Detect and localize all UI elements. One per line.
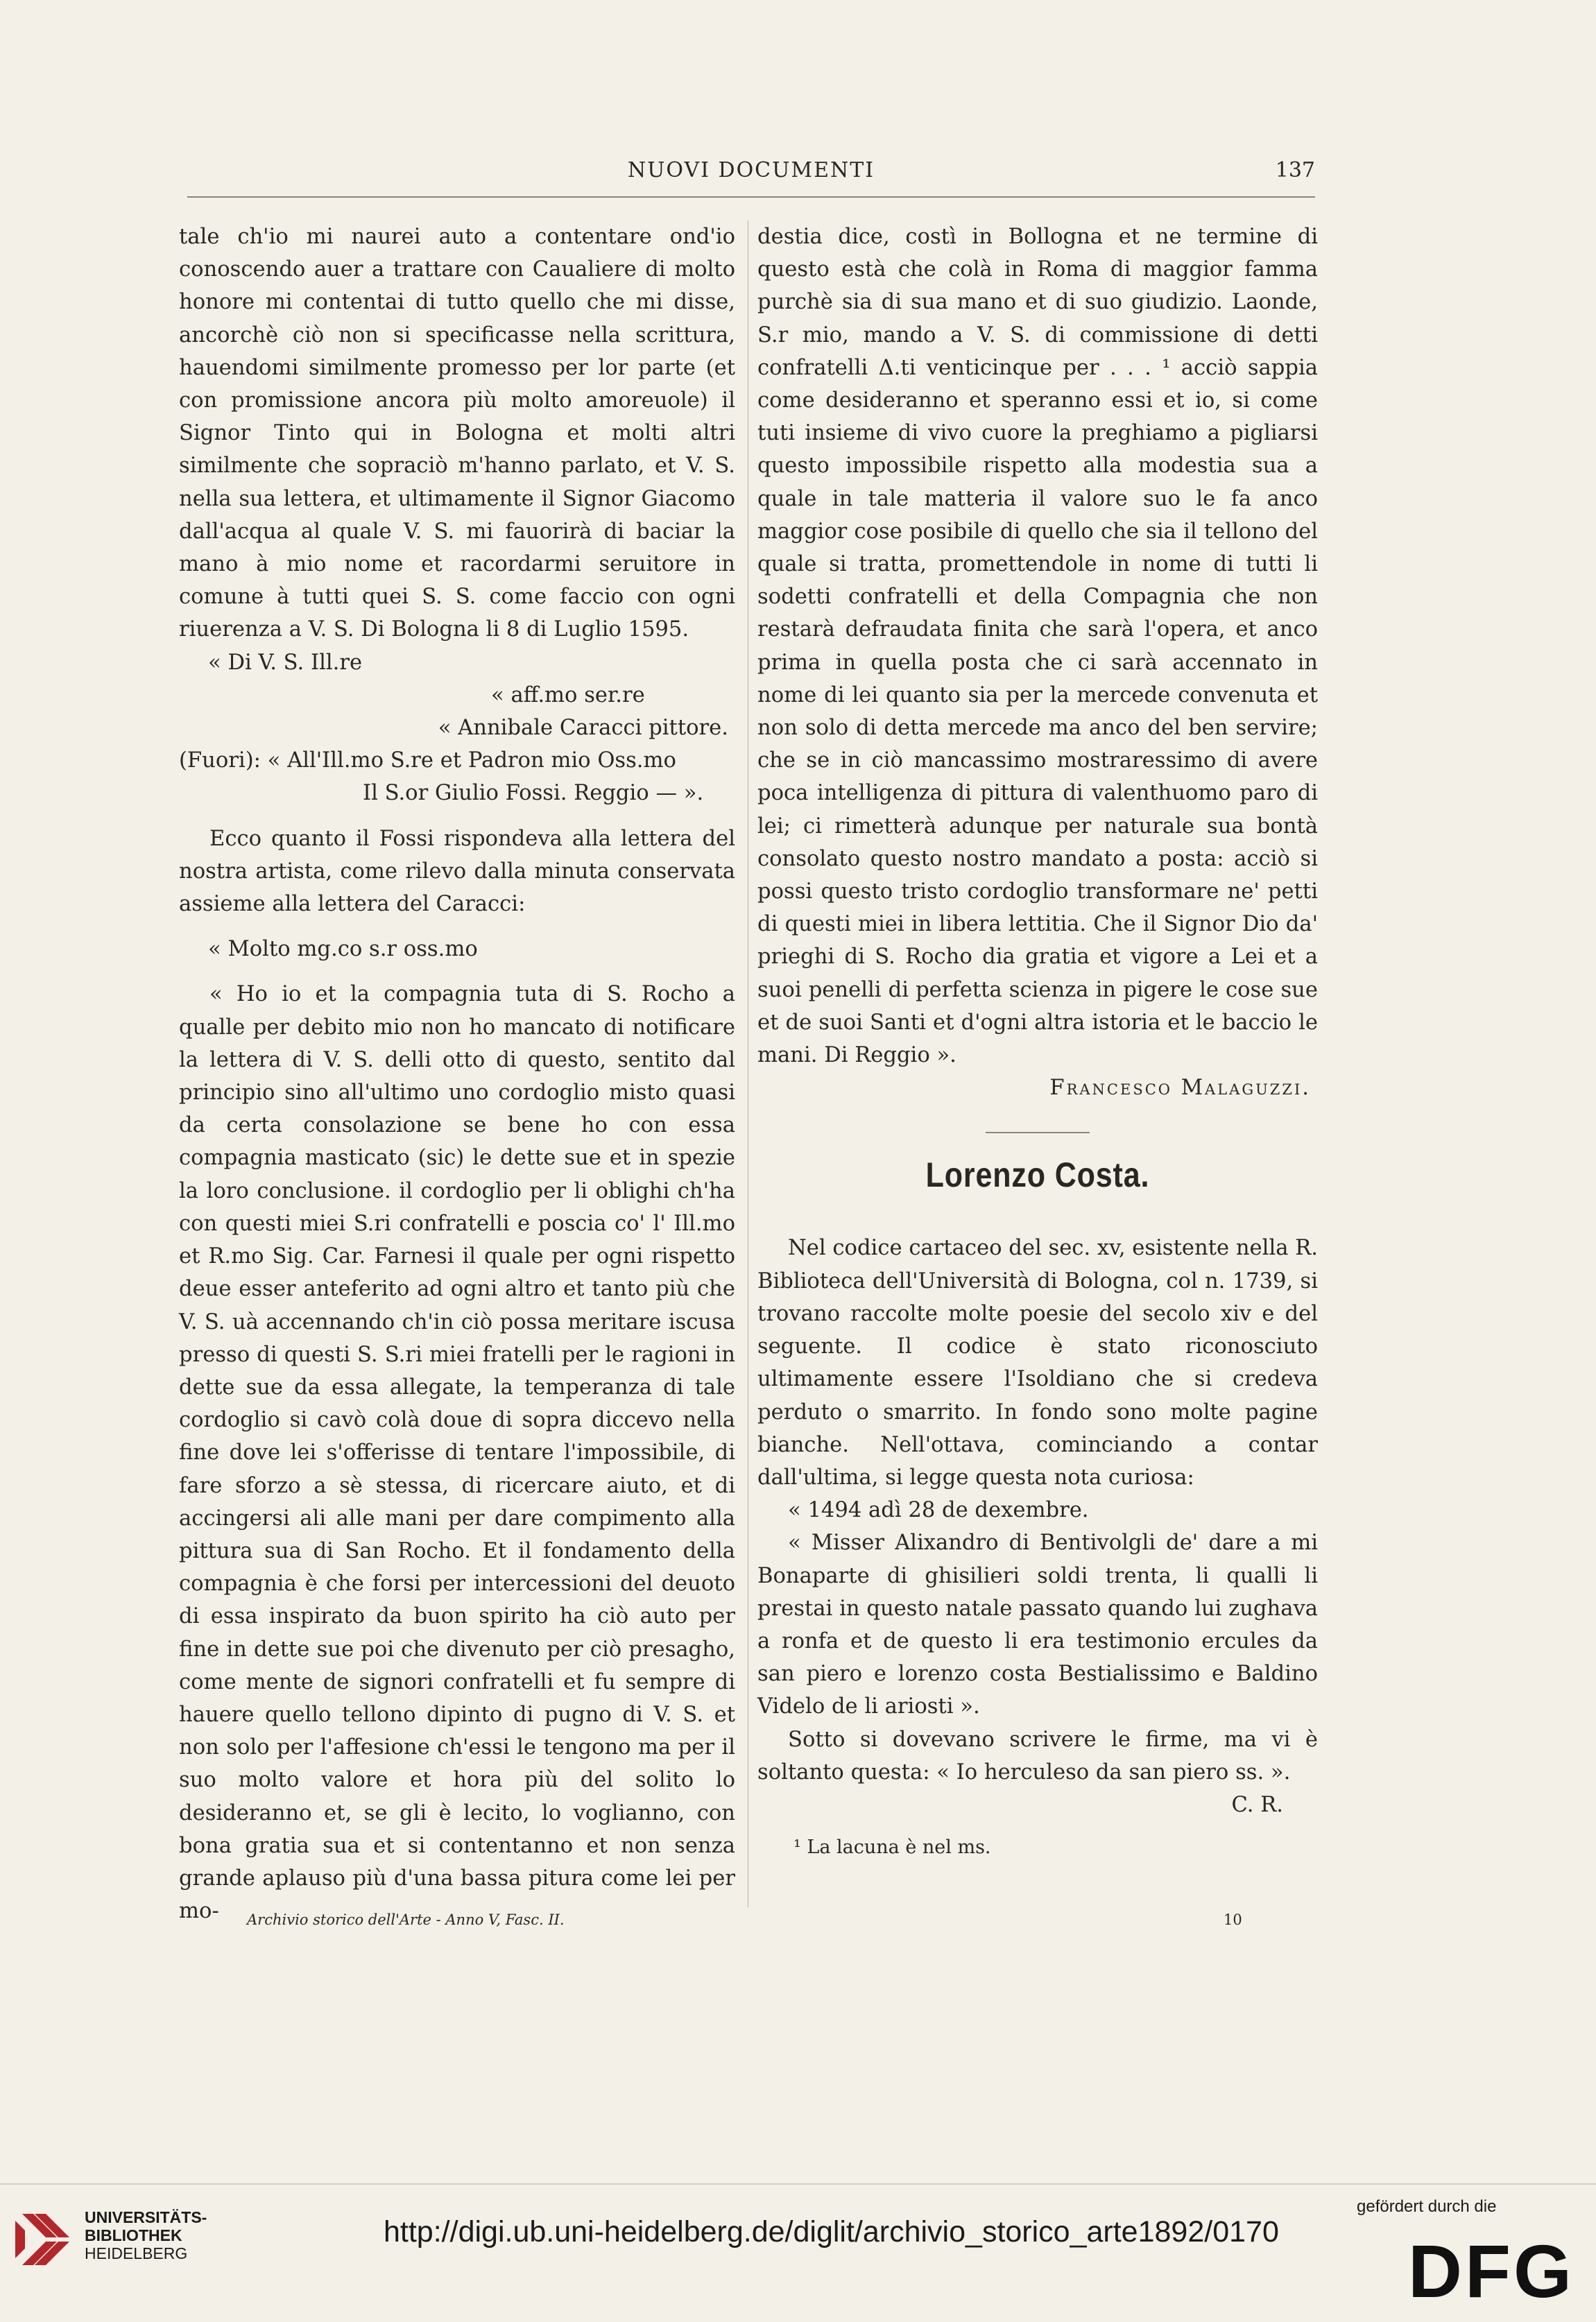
greeting: « Molto mg.co s.r oss.mo	[208, 937, 478, 962]
page-number: 137	[1275, 158, 1315, 182]
running-head	[187, 158, 1315, 193]
spacer	[179, 920, 735, 933]
letter-paragraph: tale ch'io mi naurei auto a contentare ond'io conoscendo auer a trattare con Caualiere di molto honore mi contentai di tutto quello che mi disse, ancorchè ciò non si specificasse nella scrittura, hauendomi similmente promesso per lor parte (et con promissione ancora più molto amoreuole) il Signor Tinto qui in Bologna et molti altri similmente che sopraciò m'hanno parlato, et V. S. nella sua lettera, et ultimamente il Signor Giacomo dall'acqua al quale V. S. mi fauorirà di baciar la mano à mio nome et racordarmi seruitore in comune à tutti quei S. S. come faccio con ogni riuerenza a V. S. Di Bologna li 8 di Luglio 1595.	[179, 225, 735, 642]
letter-signer: « Annibale Caracci pittore.	[438, 716, 728, 741]
body-paragraph: Sotto si dovevano scrivere le firme, ma vi è soltanto questa: « Io herculeso da san piero ss. ».	[757, 1727, 1318, 1785]
spacer	[179, 810, 735, 823]
university-library-logo-icon[interactable]	[14, 2208, 76, 2271]
body-paragraph: Nel codice cartaceo del sec. xv, esistente nella R. Biblioteca dell'Università di Bologna, col n. 1739, si trovano raccolte molte poesie del secolo xiv e del seguente. Il codice è stato riconosciuto ultimamente essere l'Isoldiano che si credeva perduto o smarrito. In fondo sono molte pagine bianche. Nell'ottava, cominciando a contar dall'ultima, si legge questa nota curiosa:	[757, 1236, 1318, 1490]
letter-paragraph: « Ho io et la compagnia tuta di S. Rocho a qualle per debito mio non ho mancato di notificare la lettera di V. S. delli otto di questo, sentito dal principio sino all'ultimo uno cordoglio misto quasi da certa consolazione se bene ho con essa compagnia masticato (sic) le dette sue et in spezie la loro conclusione. il cordoglio per li oblighi ch'ha con questi miei S.ri confratelli e poscia co' l' Ill.mo et R.mo Sig. Car. Farnesi il quale per ogni rispetto deue esser anteferito ad ogni altro et tanto più che V. S. uà accennando ch'in ciò possa meritare iscusa presso di questi S. S.ri miei fratelli per le ragioni in dette sue da essa allegate, la temperanza di tale cordoglio si cavò colà doue di sopra diccevo nella fine dove lei s'offerisse di tentare l'impossibile, di fare sforzo a sè stessa, di ricercare aiuto, et di accingersi ali alle mani per dare compimento alla pittura sua di San Rocho. Et il fondamento della compagnia è che forsi per intercessioni del deuoto di essa inspirato da buon spirito ha ciò auto per fine in dette sue poi che divenuto per ciò presagho, come mente de signori confratelli et fu sempre di hauere quello tellono dipinto di pugno di V. S. et non solo per l'affesione ch'essi le tengono ma per il suo molto valore et hora più del solito lo desideranno et, se gli è lecito, lo voglianno, con bona gratia sua et si contentanno et non senza grande aplauso più d'una bassa pitura come lei per mo-	[179, 982, 735, 1924]
section-title: Lorenzo Costa.	[925, 1155, 1150, 1195]
running-title: NUOVI DOCUMENTI	[627, 158, 875, 182]
salutation: « Di V. S. Ill.re	[208, 650, 363, 675]
right-column	[757, 221, 1318, 1864]
library-name-line-3: HEIDELBERG	[85, 2244, 188, 2262]
library-name-line-1: UNIVERSITÄTS-	[85, 2208, 207, 2226]
footnote: ¹ La lacuna è nel ms.	[793, 1837, 991, 1859]
sponsor-label: gefördert durch die	[1357, 2197, 1497, 2216]
university-library-name[interactable]	[85, 2208, 207, 2262]
banner-rule	[0, 2183, 1596, 2185]
spacer	[179, 965, 735, 978]
dfg-logo[interactable]: DFG	[1408, 2229, 1574, 2313]
address-line: (Fuori): « All'Ill.mo S.re et Padron mio Oss.mo	[179, 748, 676, 773]
author-initials: C. R.	[1231, 1792, 1283, 1817]
footnote-spacer	[757, 1821, 1318, 1831]
signature-mark: 10	[1224, 1911, 1242, 1928]
letter-paragraph: destia dice, costì in Bollogna et ne termine di questo està che colà in Roma di maggior famma purchè sia di sua mano et di suo giudizio. Laonde, S.r mio, mando a V. S. di commissione di detti confratelli Δ.ti venticinque per . . . ¹ acciò sappia come desideranno et speranno essi et io, si come tuti insieme di vivo cuore la preghiamo a pigliarsi questo impossibile rispetto alla modestia sua a quale in tale matteria il valore suo le fa anco maggior cose posibile di quello che sia il tellono del quale si tratta, promettendole in nome di tutti li sodetti confratelli et della Compagnia che non restarà defraudata finita che sarà l'opera, et anco prima in quella posta che ci sarà accennato in nome di lei quanto sia per la mercede convenuta et non solo di detta mercede ma anco del ben servire; che se in ciò mancassimo mostraressimo di avere poca intelligenza di pittura di valenthuomo paro di lei; ci rimetterà adunque per naturale sua bontà consolato questo nostro mandato a posta: acciò si possi questo tristo cordoglio transformare ne' petti di questi miei in libera lettitia. Che il Signor Dio da' prieghi di S. Rocho dia gratia et vigore a Lei et a suoi penelli di perfetta scienza in pigere le cose sue et de suoi Santi et d'ogni altra istoria et le baccio le mani. Di Reggio ».	[757, 225, 1318, 1068]
author-signature: Francesco Malaguzzi.	[1049, 1076, 1311, 1101]
body-paragraph: Ecco quanto il Fossi rispondeva alla lettera del nostra artista, come rilevo dalla minuta conservata assieme alla lettera del Caracci:	[179, 826, 735, 917]
left-column	[179, 221, 735, 1927]
library-name-line-2: BIBLIOTHEK	[85, 2226, 182, 2244]
address-line-2: Il S.or Giulio Fossi. Reggio — ».	[363, 781, 704, 806]
section-divider	[986, 1132, 1090, 1133]
quote-paragraph: « Misser Alixandro di Bentivolgli de' dare a mi Bonaparte di ghisilieri soldi trenta, li qualli li prestai in questo natale passato quando lui zughava a ronfa et de questo li era testimonio ercules da san piero e lorenzo costa Bestialissimo e Baldino Videlo de li ariosti ».	[757, 1531, 1318, 1719]
salutation-closing: « aff.mo ser.re	[491, 682, 645, 707]
header-rule	[187, 196, 1315, 198]
journal-footer: Archivio storico dell'Arte - Anno V, Fasc. II.	[247, 1911, 565, 1928]
permalink-url[interactable]: http://digi.ub.uni-heidelberg.de/diglit/archivio_storico_arte1892/0170	[384, 2215, 1279, 2248]
quote-date: « 1494 adì 28 de dexembre.	[788, 1498, 1089, 1523]
